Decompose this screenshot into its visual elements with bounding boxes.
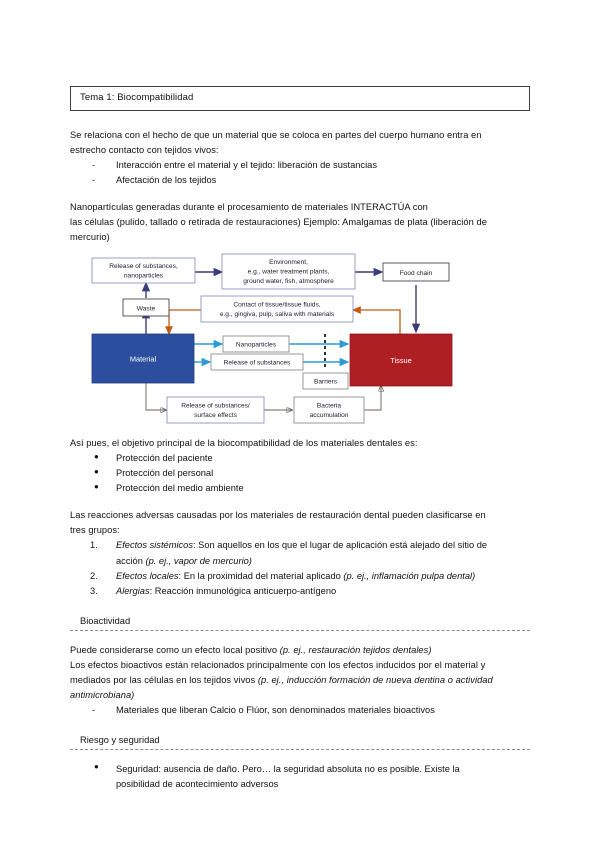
bioactividad-p2-line2	[70, 673, 530, 688]
box-label: Material	[129, 354, 157, 364]
box-label-line1: Environment,	[269, 259, 308, 267]
list-item-label: Interacción entre el material y el tejido: liberación de sustancias	[116, 159, 377, 170]
objective-bullet-list	[70, 451, 530, 496]
diagram-box-tissue	[350, 334, 452, 386]
dash-marker: -	[92, 175, 96, 186]
rest-line1: : Son aquellos en los que el lugar de aplicación está alejado del sitio de	[192, 540, 488, 551]
intro-paragraph-2	[70, 200, 530, 245]
box-label: Tissue	[390, 356, 412, 366]
bullet-marker: ●	[94, 466, 99, 476]
term-systemic: Efectos sistémicos	[116, 540, 193, 551]
list-item	[70, 569, 530, 584]
dash-marker: -	[92, 704, 96, 715]
diagram-box-barriers	[303, 373, 348, 389]
box-label-line2: nanoparticles	[123, 272, 164, 280]
p1-italic: (p. ej., restauración tejidos dentales)	[279, 644, 432, 655]
objective-lead: Así pues, el objetivo principal de la biocompatibilidad de los materiales dentales es:	[70, 438, 418, 449]
box-label-line1: Release of substances/	[181, 402, 250, 410]
adverse-numbered-list	[70, 538, 530, 598]
box-label-line1: Release of substances,	[109, 263, 178, 271]
arrow-tissue-to-contact	[353, 310, 400, 335]
section-riesgo-seguridad	[70, 735, 530, 750]
list-item-line2: posibilidad de acontecimiento adversos	[116, 778, 279, 789]
intro-p1-line1: Se relaciona con el hecho de que un material que se coloca en partes del cuerpo humano entra en	[70, 129, 482, 140]
term-local: Efectos locales	[116, 570, 179, 581]
section-heading: Bioactividad	[80, 615, 131, 626]
list-item-label: Protección del paciente	[116, 453, 213, 464]
list-item-label: Materiales que liberan Calcio o Flúor, son denominados materiales bioactivos	[116, 704, 435, 715]
list-item	[70, 451, 530, 466]
rest-plain: : En la proximidad del material aplicado	[178, 570, 344, 581]
p2-plain: mediados por las células en los tejidos vivos	[70, 674, 258, 685]
intro-p2-line2: las células (pulido, tallado o retirada de restauraciones) Ejemplo: Amalgamas de plata (liberación de	[70, 217, 487, 228]
bioactividad-dash-list	[70, 703, 530, 718]
list-item-label: Protección del medio ambiente	[116, 483, 244, 494]
diagram-box-bacteria-accumulation	[294, 397, 364, 423]
intro-paragraph-1	[70, 128, 530, 158]
bioactividad-p1	[70, 643, 530, 658]
diagram-box-nanoparticles	[223, 336, 289, 352]
title-box: Tema 1: Biocompatibilidad	[70, 86, 530, 111]
list-item	[70, 762, 530, 792]
adverse-lead-line1: Las reacciones adversas causadas por los materiales de restauración dental pueden clasificarse en	[70, 510, 486, 521]
list-item	[70, 481, 530, 496]
term-allergies: Alergias	[116, 585, 150, 596]
diagram-box-food-chain	[383, 263, 449, 281]
bioactividad-body	[70, 643, 530, 703]
p1-plain: Puede considerarse como un efecto local positivo	[70, 644, 280, 655]
diagram-box-material	[92, 334, 194, 383]
intro-p2-line1: Nanopartículas generadas durante el procesamiento de materiales INTERACTÚA con	[70, 202, 428, 213]
p2-italic: (p. ej., inducción formación de nueva dentina o actividad	[257, 674, 493, 685]
arrow-contact-to-material	[169, 310, 201, 334]
number-marker: 2.	[90, 570, 98, 581]
box-label-line3: ground water, fish, atmosphere	[243, 278, 334, 286]
box-label: Barriers	[313, 378, 338, 386]
arrow-material-to-surface-effects	[146, 383, 166, 410]
number-marker: 3.	[90, 585, 98, 596]
document-content	[70, 86, 530, 792]
adverse-lead-line2: tres grupos:	[70, 525, 120, 536]
section-bioactividad	[70, 616, 530, 631]
diagram-box-contact-tissue	[201, 296, 353, 322]
diagram-box-environment	[222, 254, 355, 289]
diagram-box-release-of-substances	[211, 354, 303, 370]
intro-p2-line3: mercurio)	[70, 232, 110, 243]
box-label: Release of substances	[223, 359, 291, 367]
box-label-line2: surface effects	[194, 412, 237, 420]
biocompatibility-flow-diagram	[70, 252, 530, 432]
list-item	[70, 584, 530, 599]
box-label: Waste	[136, 305, 156, 313]
dash-marker: -	[92, 159, 96, 170]
list-item-label: Afectación de los tejidos	[116, 175, 217, 186]
bioactividad-p2-line1: Los efectos bioactivos están relacionados principalmente con los efectos inducidos por el material y	[70, 659, 486, 670]
intro-dash-list	[70, 158, 530, 188]
bullet-marker: ●	[94, 451, 99, 461]
rest-line2-plain: acción	[116, 555, 146, 566]
diagram-box-waste	[123, 299, 169, 316]
list-item-label: Protección del personal	[116, 468, 214, 479]
bioactividad-p2-line3	[70, 688, 530, 703]
box-label-line1: Bacteria	[316, 402, 342, 410]
intro-p1-line2: estrecho contacto con tejidos vivos:	[70, 144, 219, 155]
bullet-marker: ●	[94, 762, 99, 772]
list-item	[70, 158, 530, 173]
list-item	[70, 173, 530, 188]
diagram-box-surface-effects	[167, 397, 264, 423]
adverse-lead	[70, 508, 530, 538]
rest-plain: : Reacción inmunológica anticuerpo-antígeno	[149, 585, 337, 596]
riesgo-bullet-list	[70, 762, 530, 792]
bullet-marker: ●	[94, 481, 99, 491]
box-label-line2: accumulation	[309, 412, 349, 420]
list-item	[70, 466, 530, 481]
box-label-line1: Contact of tissue/tissue fluids,	[233, 301, 321, 309]
box-label-line2: e.g., water treatment plants,	[247, 268, 330, 276]
list-item	[70, 538, 530, 568]
list-item-line1: Seguridad: ausencia de daño. Pero… la seguridad absoluta no es posible. Existe la	[116, 763, 460, 774]
section-heading: Riesgo y seguridad	[80, 734, 160, 745]
rest-italic: (p. ej., inflamación pulpa dental)	[343, 570, 476, 581]
p2-line3-italic: antimicrobiana)	[70, 689, 135, 700]
rest-line2-italic: (p. ej., vapor de mercurio)	[145, 555, 252, 566]
box-label: Food chain	[399, 270, 433, 278]
box-label: Nanoparticles	[235, 341, 277, 349]
number-marker: 1.	[90, 540, 98, 551]
box-label-line2: e.g., gingiva, pulp, saliva with materials	[219, 311, 335, 319]
list-item	[70, 703, 530, 718]
diagram-box-release-nanoparticles	[92, 258, 195, 283]
